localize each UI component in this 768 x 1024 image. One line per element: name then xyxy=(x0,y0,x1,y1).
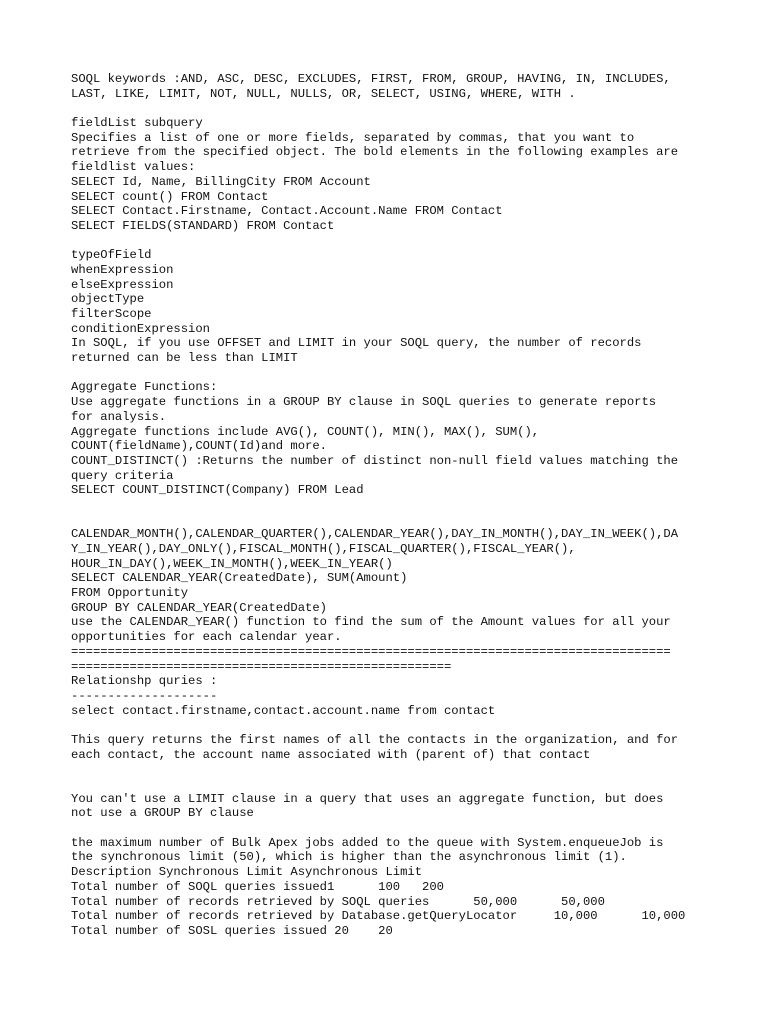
blank-line xyxy=(71,513,711,528)
text-line: conditionExpression xyxy=(71,321,210,336)
text-line: Total number of SOSL queries issued 20 20 xyxy=(71,923,393,938)
blank-line xyxy=(71,821,711,836)
blank-line xyxy=(71,777,711,792)
blank-line xyxy=(71,718,711,733)
text-line: SELECT Id, Name, BillingCity FROM Account xyxy=(71,174,371,189)
text-line: Aggregate Functions: xyxy=(71,380,218,395)
text-line: Use aggregate functions in a GROUP BY clause in SOQL queries to generate reports xyxy=(71,395,657,410)
text-line: Total number of records retrieved by SOQL queries 50,000 50,000 xyxy=(71,894,605,909)
text-line: SELECT COUNT_DISTINCT(Company) FROM Lead xyxy=(71,483,364,498)
text-line: Specifies a list of one or more fields, separated by commas, that you want to xyxy=(71,130,635,145)
text-line: use the CALENDAR_YEAR() function to find the sum of the Amount values for all your xyxy=(71,615,671,630)
blank-line xyxy=(71,762,711,777)
text-line: FROM Opportunity xyxy=(71,586,189,601)
text-line: -------------------- xyxy=(71,688,218,703)
text-line: Total number of records retrieved by Database.getQueryLocator 10,000 10,000 xyxy=(71,909,686,924)
text-line: Description Synchronous Limit Asynchronous Limit xyxy=(71,865,423,880)
text-line: ================================================================================== xyxy=(71,644,671,659)
text-line: elseExpression xyxy=(71,277,174,292)
text-line: returned can be less than LIMIT xyxy=(71,351,298,366)
text-line: Total number of SOQL queries issued1 100 200 xyxy=(71,879,444,894)
text-line: SELECT Contact.Firstname, Contact.Account.Name FROM Contact xyxy=(71,204,503,219)
text-line: whenExpression xyxy=(71,262,174,277)
text-line: ==================================================== xyxy=(71,659,452,674)
text-line: for analysis. xyxy=(71,409,167,424)
text-line: SOQL keywords :AND, ASC, DESC, EXCLUDES, FIRST, FROM, GROUP, HAVING, IN, INCLUDES, xyxy=(71,72,671,86)
text-line: the maximum number of Bulk Apex jobs added to the queue with System.enqueueJob is xyxy=(71,835,664,850)
text-line: Aggregate functions include AVG(), COUNT(), MIN(), MAX(), SUM(), xyxy=(71,424,540,439)
blank-line xyxy=(71,234,711,249)
text-line: SELECT count() FROM Contact xyxy=(71,189,269,204)
text-line: Relationshp quries : xyxy=(71,674,218,689)
text-line: query criteria xyxy=(71,468,174,483)
text-line: This query returns the first names of all the contacts in the organization, and for xyxy=(71,732,679,747)
blank-line xyxy=(71,101,711,116)
text-line: CALENDAR_MONTH(),CALENDAR_QUARTER(),CALENDAR_YEAR(),DAY_IN_MONTH(),DAY_IN_WEEK(),DA xyxy=(71,527,679,542)
text-line: LAST, LIKE, LIMIT, NOT, NULL, NULLS, OR, SELECT, USING, WHERE, WITH . xyxy=(71,86,576,101)
blank-line xyxy=(71,498,711,513)
text-line: select contact.firstname,contact.account.name from contact xyxy=(71,703,496,718)
text-line: objectType xyxy=(71,292,145,307)
text-line: COUNT_DISTINCT() :Returns the number of distinct non-null field values matching the xyxy=(71,453,679,468)
text-line: GROUP BY CALENDAR_YEAR(CreatedDate) xyxy=(71,600,327,615)
text-line: SELECT FIELDS(STANDARD) FROM Contact xyxy=(71,218,335,233)
text-line: filterScope xyxy=(71,307,152,321)
text-line: In SOQL, if you use OFFSET and LIMIT in your SOQL query, the number of records xyxy=(71,336,642,351)
document-page xyxy=(71,72,711,939)
text-line: typeOfField xyxy=(71,248,152,263)
document-body xyxy=(71,72,711,939)
text-line: Y_IN_YEAR(),DAY_ONLY(),FISCAL_MONTH(),FISCAL_QUARTER(),FISCAL_YEAR(), xyxy=(71,542,576,556)
text-line: fieldlist values: xyxy=(71,160,196,175)
text-line: retrieve from the specified object. The bold elements in the following examples are xyxy=(71,145,679,160)
text-line: opportunities for each calendar year. xyxy=(71,630,342,645)
text-line: HOUR_IN_DAY(),WEEK_IN_MONTH(),WEEK_IN_YEAR() xyxy=(71,556,393,571)
text-line: each contact, the account name associated with (parent of) that contact xyxy=(71,747,591,762)
text-line: You can't use a LIMIT clause in a query that uses an aggregate function, but does xyxy=(71,791,664,806)
text-line: SELECT CALENDAR_YEAR(CreatedDate), SUM(Amount) xyxy=(71,571,408,586)
text-line: not use a GROUP BY clause xyxy=(71,806,254,821)
text-line: fieldList subquery xyxy=(71,116,203,131)
text-line: COUNT(fieldName),COUNT(Id)and more. xyxy=(71,439,327,454)
blank-line xyxy=(71,366,711,381)
text-line: the synchronous limit (50), which is higher than the asynchronous limit (1). xyxy=(71,850,627,865)
